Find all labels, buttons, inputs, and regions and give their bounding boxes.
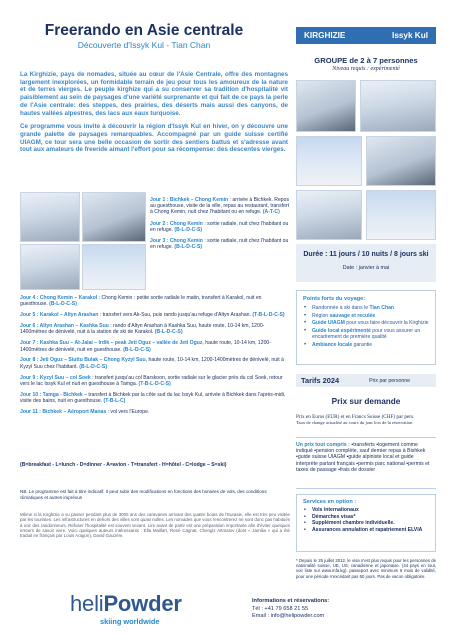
- group-size: GROUPE de 2 à 7 personnes: [314, 56, 418, 65]
- region-label: Issyk Kul: [392, 31, 428, 40]
- exchange-note: Taux de change actualisé au cours du jour lors de la réservation: [296, 420, 413, 426]
- per-person-label: Prix par personne: [369, 377, 411, 384]
- ski-photo: [20, 244, 80, 290]
- contact-phone[interactable]: Tél : +41 79 658 21 55: [252, 605, 309, 612]
- price-on-request: Prix sur demande: [331, 397, 401, 406]
- tarifs-bar: [296, 374, 436, 387]
- mountain-photo: [296, 136, 362, 186]
- mountain-photo: [296, 190, 362, 240]
- highlight-item: • Guide local expérimenté pour vous assurer un encadrement de première qualité: [303, 328, 431, 341]
- visa-footnote: * Depuis le 25 juillet 2012, le visa n'est plus requis pour les personnes de nationalité suisse, UE, US, canadienne et japonaise. (44 pays en tout, voir liste sur www.mfa.kg). passeport avec minimum 6 mois de validité, pour une période n'excédant pas 60 jours. Pas de vacon obligatoire.: [296, 558, 436, 579]
- duration: Durée : 11 jours / 10 nuits / 8 jours ski: [303, 251, 429, 258]
- service-item: • Assurances annulation et rapatriement ELVIA: [303, 527, 429, 534]
- service-item: • Supplément chambre individuelle.: [303, 520, 429, 527]
- mountain-photo: [366, 136, 436, 186]
- itinerary-day: Jour 6 : Altyn Arashan – Kashka Suu : rando d'Altyn Arashan à Kashka Suu, haute route, 10-14 km, 1200-1400mètres de dénivelé, nuit à la station de ski de Karakol. (B-L-D-C-S): [20, 323, 265, 336]
- contact-info: [252, 598, 329, 621]
- itinerary-day: Jour 2 : Chong Kemin : sortie radiale, nuit chez l'habitant ou en refuge. (B-L-D-C-S): [150, 220, 289, 233]
- price-notes: [296, 414, 436, 426]
- included-text: ▪transferts ▪logement comme indiqué ▪pension complète, sauf dernier repas à Bishkek ▪guide suisse UIAGM ▪guide alpiniste local et guide interprète parlant français ▪permis parc national ▪permis et taxes de passage ▪frais de dossier: [296, 442, 430, 473]
- service-item: • Vols internationaux: [303, 507, 429, 514]
- contact-title: Informations et réservations:: [252, 598, 330, 604]
- itinerary-top: [150, 197, 290, 255]
- ski-photo: [82, 244, 146, 290]
- helipowder-logo: heliPowder: [70, 591, 182, 616]
- travel-date: Date : janvier à mai: [342, 265, 390, 271]
- tarifs-label: Tarifs 2024: [301, 376, 340, 385]
- itinerary-day: Jour 10 : Tamga - Bichkek – transfert à Bichkek par la côte sud du lac Issyk Kul, arrivée à Bichkek dans l'après-midi, visite des bains, nuit en guesthouse. (T-B-L-C): [20, 391, 286, 405]
- required-level: Niveau requis : expérimenté: [332, 66, 400, 72]
- itinerary: [20, 295, 290, 420]
- service-item: • Démarches visas*: [303, 514, 429, 521]
- price-note: Prix en Euros (EUR) et en Francs Suisse (CHF) par pers.: [296, 414, 415, 420]
- itinerary-day: Jour 9 : Kyzyl Suu – col Soek : transfert jusqu'au col Barskoon, sortie radiale sur le glacier près du col Soek, retour vers le lac Issyk Kul et nuit en guesthouse à Tamga. (T-B-L-D-C-S): [20, 374, 283, 387]
- intro-text: [20, 71, 288, 160]
- itinerary-day: Jour 7 : Kashka Suu – At-Jalai – Irdik – peak Jeti Oguz – vallée de Jeti Oguz, haute route, 10-14 km, 1200-1400mètres de dénivelé, nuit en guesthouse. (B-L-D-C-S): [20, 340, 271, 353]
- country-banner: [296, 27, 436, 44]
- intro-paragraph: La Kirghizie, pays de nomades, située au cœur de l'Asie Centrale, offre des montagnes largement inexplorées, un formidable terrain de jeu pour tous les amoureux de la nature et de terres vierges. Le peuple kirghize qui a su conserver sa tradition d'hospitalité vit paisiblement au sein de paysages d'une variété surprenante et qui fait de ce pays la perle de l'Asie centrale: des steppes, des prairies, des déserts mais aussi des canyons, de hautes vallées alpestres, des lacs aux eaux turquoise.: [20, 71, 288, 117]
- itinerary-day: Jour 3 : Chong Kemin : sortie radiale, nuit chez l'habitant ou en refuge. (B-L-D-C-S): [150, 238, 289, 251]
- itinerary-day: Jour 1 : Bichkek – Chong Kemin : arrivée à Bichkek. Repos au guesthouse, visite de la ville, repas au restaurant, transfert à Chong Kemin, nuit chez l'habitant ou en refuge. (A-T-C): [150, 197, 290, 216]
- mountain-photo: [296, 80, 356, 132]
- itinerary-day: Jour 11 : Bichkek – Aéroport Manas : vol vers l'Europe.: [20, 409, 150, 416]
- page-subtitle: Découverte d'Issyk Kul - Tian Chan: [77, 40, 211, 50]
- highlights-title: Points forts du voyage:: [303, 296, 366, 302]
- services-title: Services en option :: [303, 499, 357, 505]
- highlight-item: • Région sauvage et reculée: [303, 313, 431, 319]
- highlight-item: • Ambiance locale garantie: [303, 342, 431, 348]
- mountain-photo: [366, 190, 436, 240]
- info-paragraph: Même si la Kirghizie a vu passer pendant plus de 3000 ans des caravanes arrivant des quatre bouts de l'Eurasie, elle est très peu visitée par les touristes. Les infrastructures en dehors des villes sont quasi nulles. Les nomades que vous rencontrerez ne sont donc pas habitués à voir des randonneurs. Refuser l'hospitalité est souvent vexant. Lire avant de partir est une préparation importante afin d'éviter quelques erreurs de savoir vivre. Voici quelques auteurs intéressants : Ella Maillart, René Cagnat, Chengiz Aïtmatov (dont « Jamilia » qui a été traduit en français par Louis Aragon), David Gauzère.: [20, 512, 290, 539]
- country-label: KIRGHIZIE: [304, 31, 346, 40]
- legend: (B=breakfast - L=lunch - D=dinner - A=avion - T=transfert - H=hôtel - C=lodge – S=ski): [20, 462, 227, 468]
- disclaimer: NB. Le programme est fait à titre indicatif. Il peut subir des modifications en fonctions des horaires de vols, des conditions climatiques et autres imprévus: [20, 489, 267, 500]
- itinerary-day: Jour 8 : Jeti Oguz – Siuttu Bulak – Chong Kyzyl Suu, haute route, 10-14 km, 1200-1400mètres de dénivelé, nuit à Kyzyl Suu chez l'habitant. (B-L-D-C-S): [20, 357, 284, 370]
- services-box: [296, 494, 436, 552]
- highlight-item: • Guide UIAGM pour vous faire découvrir la Kirghizie: [303, 320, 431, 326]
- intro-paragraph: Ce programme vous invite à découvrir la région d'Issyk Kul en hiver, on y découvre une grande palette de paysages remarquables. Accompagné par un guide suisse certifié UIAGM, ce tour sera une belle occasion de sortir des sentiers battus et s'adresse avant tout aux amateurs de freeride aimant l'effort pour sa récompense: des descentes vierges.: [20, 123, 288, 154]
- ski-photo: [20, 192, 80, 242]
- included-box: [296, 437, 436, 489]
- page-title: Freerando en Asie centrale: [44, 22, 244, 39]
- mountain-photo: [360, 80, 436, 132]
- itinerary-day: Jour 5 : Karakol – Altyn Arashan : transfert vers Ak-Suu, puis rando jusqu'au refuge d'Altyn Arashan. (T-B-L-D-C-S): [20, 312, 285, 319]
- contact-email[interactable]: Email : info@helipowder.com: [252, 613, 325, 620]
- highlight-item: • Randonnée à ski dans le Tian Chan: [303, 305, 431, 311]
- highlights-box: [296, 290, 436, 365]
- itinerary-day: Jour 4 : Chong Kemin – Karakol : Chong Kemin : petite sortie radiale le matin, transfert à Karakol, nuit en guesthouse. (B-L-D-C-S): [20, 295, 262, 308]
- ski-photo: [82, 192, 146, 242]
- logo-tagline: skiing worldwide: [100, 617, 160, 626]
- included-title: Un prix tout compris :: [296, 442, 350, 448]
- duration-box: [296, 244, 436, 282]
